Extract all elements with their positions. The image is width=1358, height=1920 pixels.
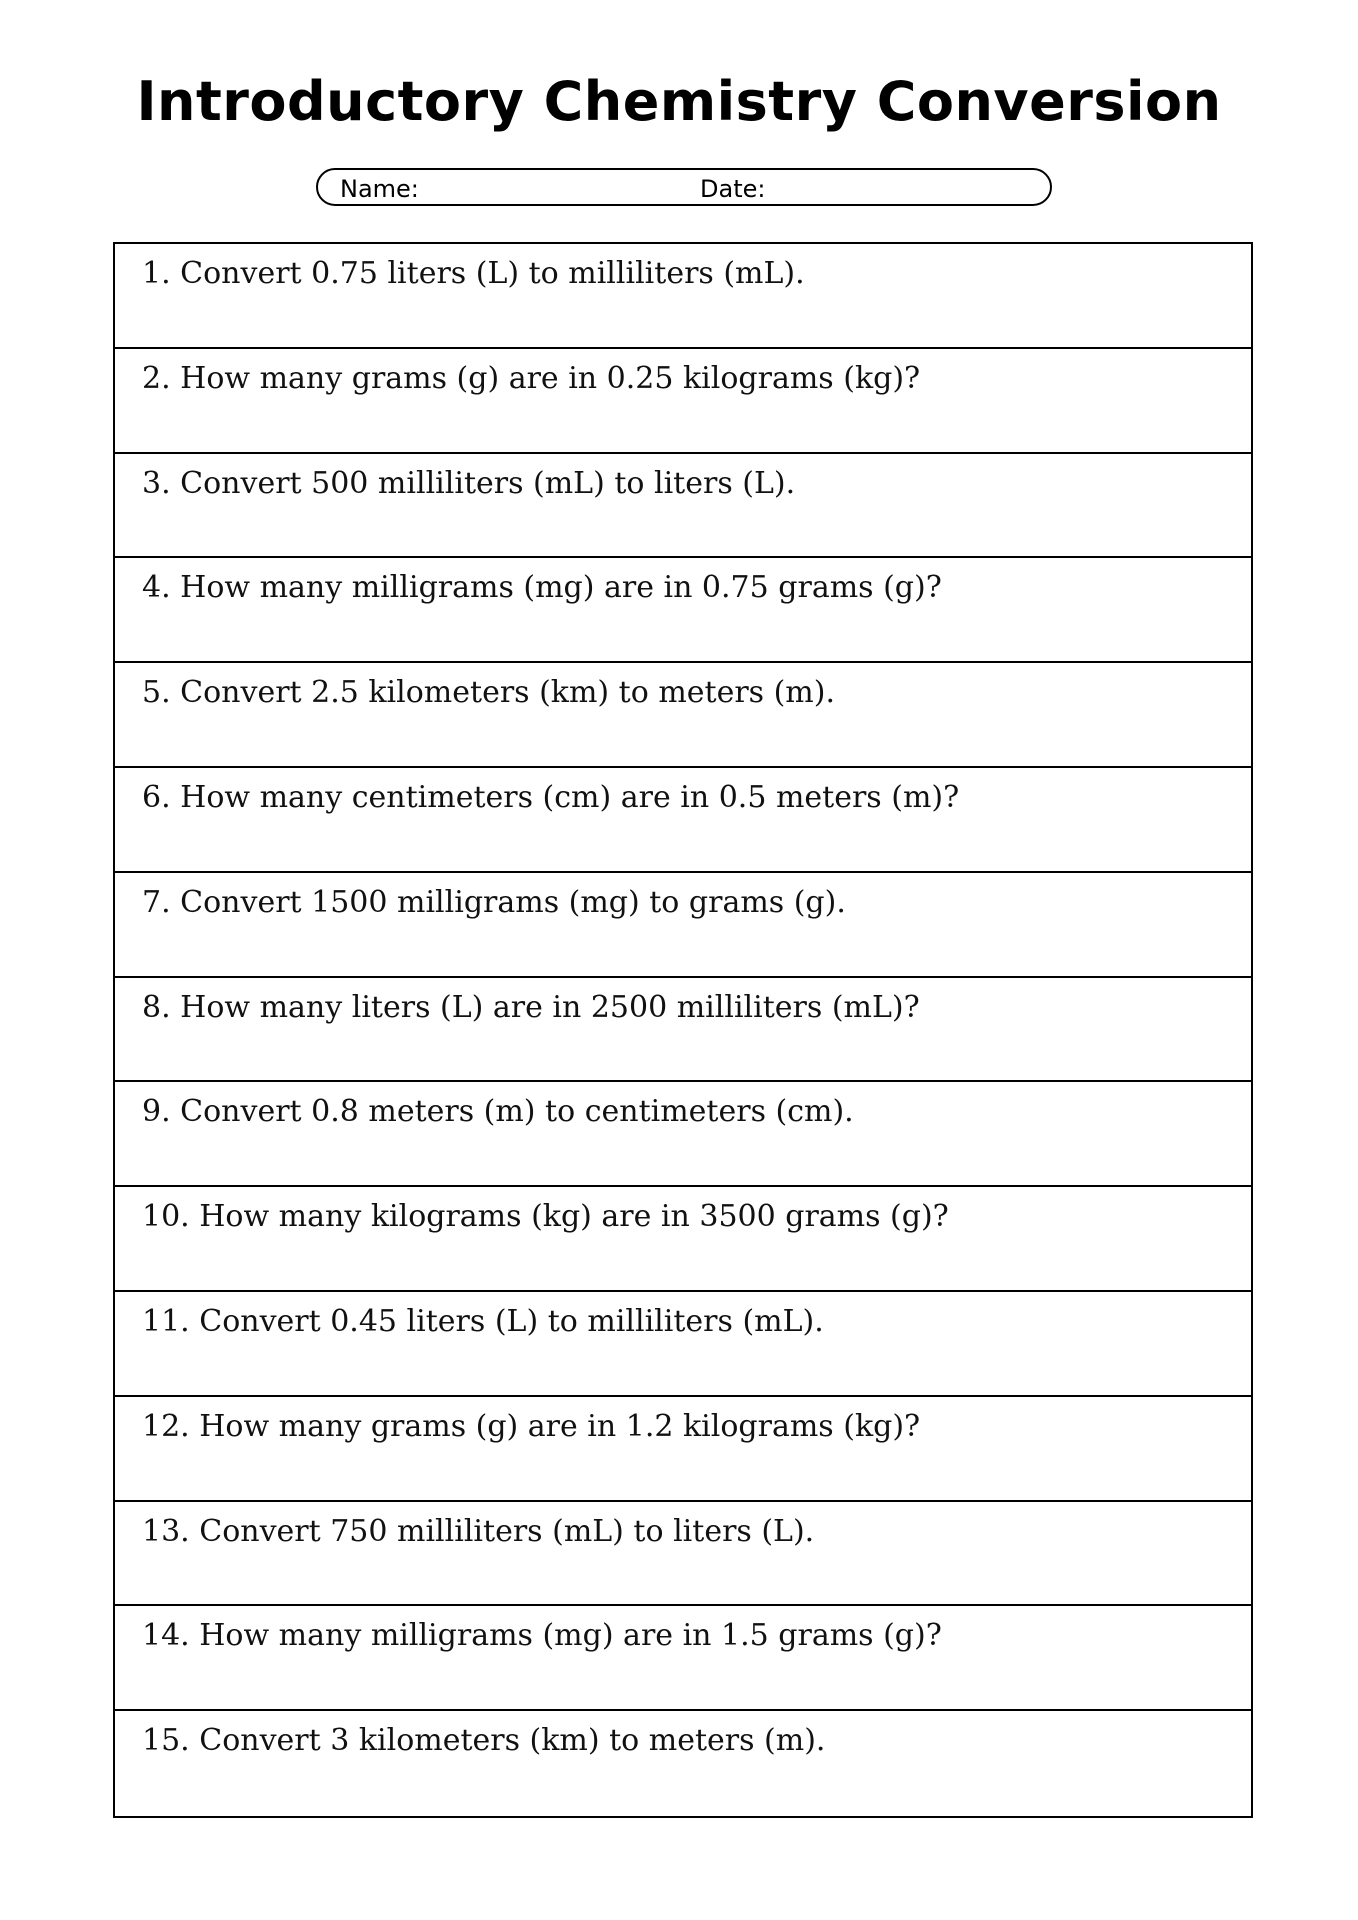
question-row	[115, 978, 1251, 1083]
question-row	[115, 768, 1251, 873]
question-row	[115, 244, 1251, 349]
question-text: 10. How many kilograms (kg) are in 3500 grams (g)?	[142, 1199, 949, 1235]
question-row	[115, 1397, 1251, 1502]
question-text: 13. Convert 750 milliliters (mL) to liters (L).	[142, 1513, 815, 1549]
question-table	[113, 242, 1253, 1818]
question-row	[115, 1292, 1251, 1397]
question-row	[115, 1711, 1251, 1816]
question-row	[115, 454, 1251, 559]
question-text: 11. Convert 0.45 liters (L) to milliliters (mL).	[142, 1303, 824, 1339]
name-label: Name:	[340, 175, 419, 203]
date-label: Date:	[700, 175, 766, 203]
question-row	[115, 349, 1251, 454]
question-row	[115, 558, 1251, 663]
question-row	[115, 1502, 1251, 1607]
question-text: 15. Convert 3 kilometers (km) to meters (m).	[142, 1723, 826, 1759]
question-row	[115, 663, 1251, 768]
question-text: 6. How many centimeters (cm) are in 0.5 meters (m)?	[142, 779, 960, 815]
question-text: 12. How many grams (g) are in 1.2 kilograms (kg)?	[142, 1408, 921, 1444]
name-date-field	[316, 168, 1052, 206]
question-row	[115, 1606, 1251, 1711]
question-text: 4. How many milligrams (mg) are in 0.75 grams (g)?	[142, 570, 942, 606]
question-text: 8. How many liters (L) are in 2500 milliliters (mL)?	[142, 989, 920, 1025]
question-text: 2. How many grams (g) are in 0.25 kilograms (kg)?	[142, 360, 921, 396]
question-text: 14. How many milligrams (mg) are in 1.5 grams (g)?	[142, 1618, 942, 1654]
question-text: 1. Convert 0.75 liters (L) to milliliters (mL).	[142, 256, 805, 291]
question-text: 5. Convert 2.5 kilometers (km) to meters (m).	[142, 675, 835, 711]
question-text: 3. Convert 500 milliliters (mL) to liters (L).	[142, 465, 796, 501]
question-row	[115, 1187, 1251, 1292]
question-row	[115, 1082, 1251, 1187]
question-text: 9. Convert 0.8 meters (m) to centimeters (cm).	[142, 1094, 854, 1130]
worksheet-title: Introductory Chemistry Conversion	[136, 70, 1222, 133]
question-row	[115, 873, 1251, 978]
question-text: 7. Convert 1500 milligrams (mg) to grams (g).	[142, 884, 846, 920]
